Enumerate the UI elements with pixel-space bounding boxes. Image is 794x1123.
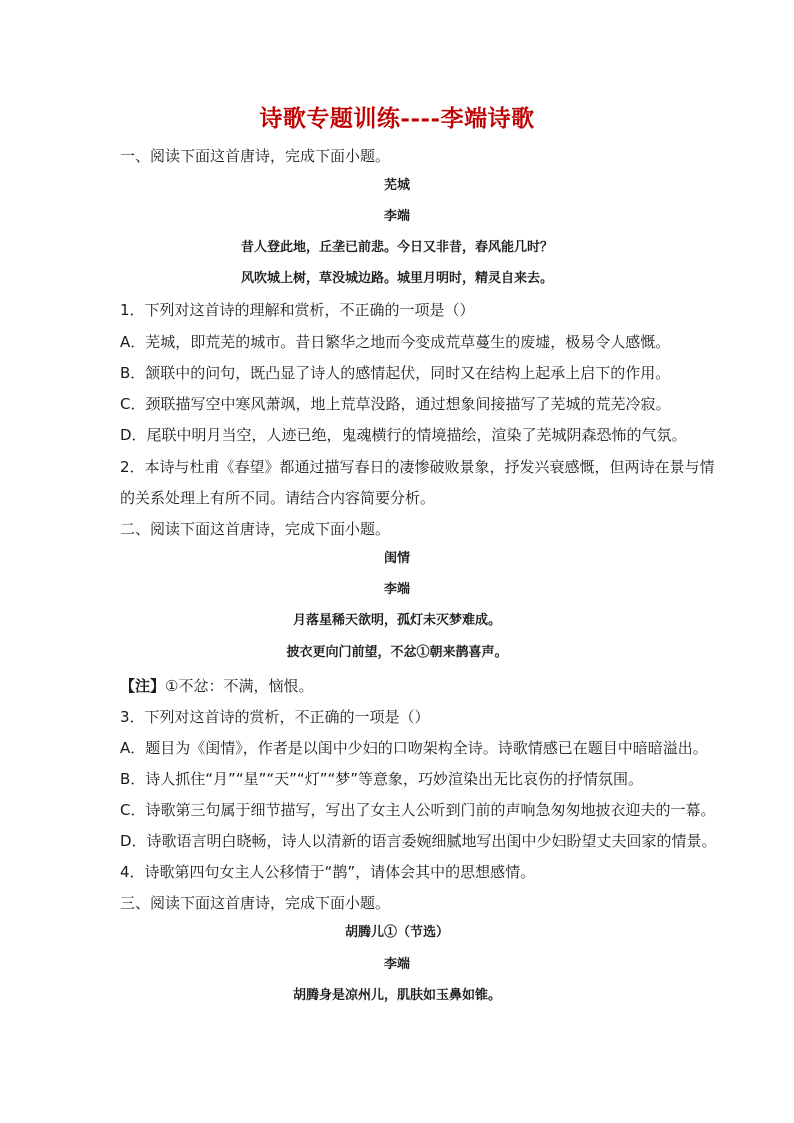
section1-heading: 一、阅读下面这首唐诗，完成下面小题。 <box>120 147 391 165</box>
poem1-line: 风吹城上树，草没城边路。城里月明时，精灵自来去。 <box>240 271 553 286</box>
poem3-title: 胡腾儿①（节选） <box>344 925 449 940</box>
poem2-author: 李端 <box>383 582 410 597</box>
question-3: 3．下列对这首诗的赏析，不正确的一项是（） <box>120 708 430 726</box>
poem2-line: 月落星稀天欲明，孤灯未灭梦难成。 <box>292 613 501 628</box>
q3-option-c: C．诗歌第三句属于细节描写，写出了女主人公听到门前的声响急匆匆地披衣迎夫的一幕。 <box>120 801 716 819</box>
q3-option-b: B．诗人抓住“月”“星”“天”“灯”“梦”等意象，巧妙渲染出无比哀伤的抒情氛围。 <box>120 770 644 788</box>
question-2-line1: 2．本诗与杜甫《春望》都通过描写春日的凄惨破败景象，抒发兴衰感慨，但两诗在景与情 <box>120 458 715 476</box>
section3-heading: 三、阅读下面这首唐诗，完成下面小题。 <box>120 894 391 912</box>
question-1: 1．下列对这首诗的理解和赏析，不正确的一项是（） <box>120 301 475 319</box>
poem1-author: 李端 <box>383 209 410 224</box>
q1-option-a: A．芜城，即荒芜的城市。昔日繁华之地而今变成荒草蔓生的废墟，极易令人感慨。 <box>120 333 671 351</box>
poem2-line: 披衣更向门前望，不忿①朝来鹊喜声。 <box>286 645 508 660</box>
poem3-line: 胡腾身是凉州儿，肌肤如玉鼻如锥。 <box>292 988 501 1003</box>
poem1-title: 芜城 <box>383 178 410 193</box>
q1-option-c: C．颈联描写空中寒风萧飒，地上荒草没路，通过想象间接描写了芜城的荒芜冷寂。 <box>120 395 671 413</box>
poem1-line: 昔人登此地，丘垄已前悲。今日又非昔，春风能几时？ <box>240 240 553 255</box>
annotation-label: 【注】 <box>120 677 166 695</box>
q1-option-d: D．尾联中明月当空，人迹已绝，鬼魂横行的情境描绘，渲染了芜城阴森恐怖的气氛。 <box>120 426 687 444</box>
question-4: 4．诗歌第四句女主人公移情于“鹊”，请体会其中的思想感情。 <box>120 863 536 881</box>
q1-option-b: B．颔联中的问句，既凸显了诗人的感情起伏，同时又在结构上起承上启下的作用。 <box>120 364 671 382</box>
page-title: 诗歌专题训练----李端诗歌 <box>259 105 535 132</box>
annotation-text: ①不忿：不满，恼恨。 <box>165 677 314 695</box>
poem2-title: 闺情 <box>383 551 410 566</box>
annotation <box>120 676 680 696</box>
section2-heading: 二、阅读下面这首唐诗，完成下面小题。 <box>120 520 391 538</box>
q3-option-a: A．题目为《闺情》，作者是以闺中少妇的口吻架构全诗。诗歌情感已在题目中暗暗溢出。 <box>120 739 708 757</box>
question-2-line2: 的关系处理上有所不同。请结合内容简要分析。 <box>120 489 436 507</box>
poem3-author: 李端 <box>383 957 410 972</box>
q3-option-d: D．诗歌语言明白晓畅，诗人以清新的语言委婉细腻地写出闺中少妇盼望丈夫回家的情景。 <box>120 832 717 850</box>
